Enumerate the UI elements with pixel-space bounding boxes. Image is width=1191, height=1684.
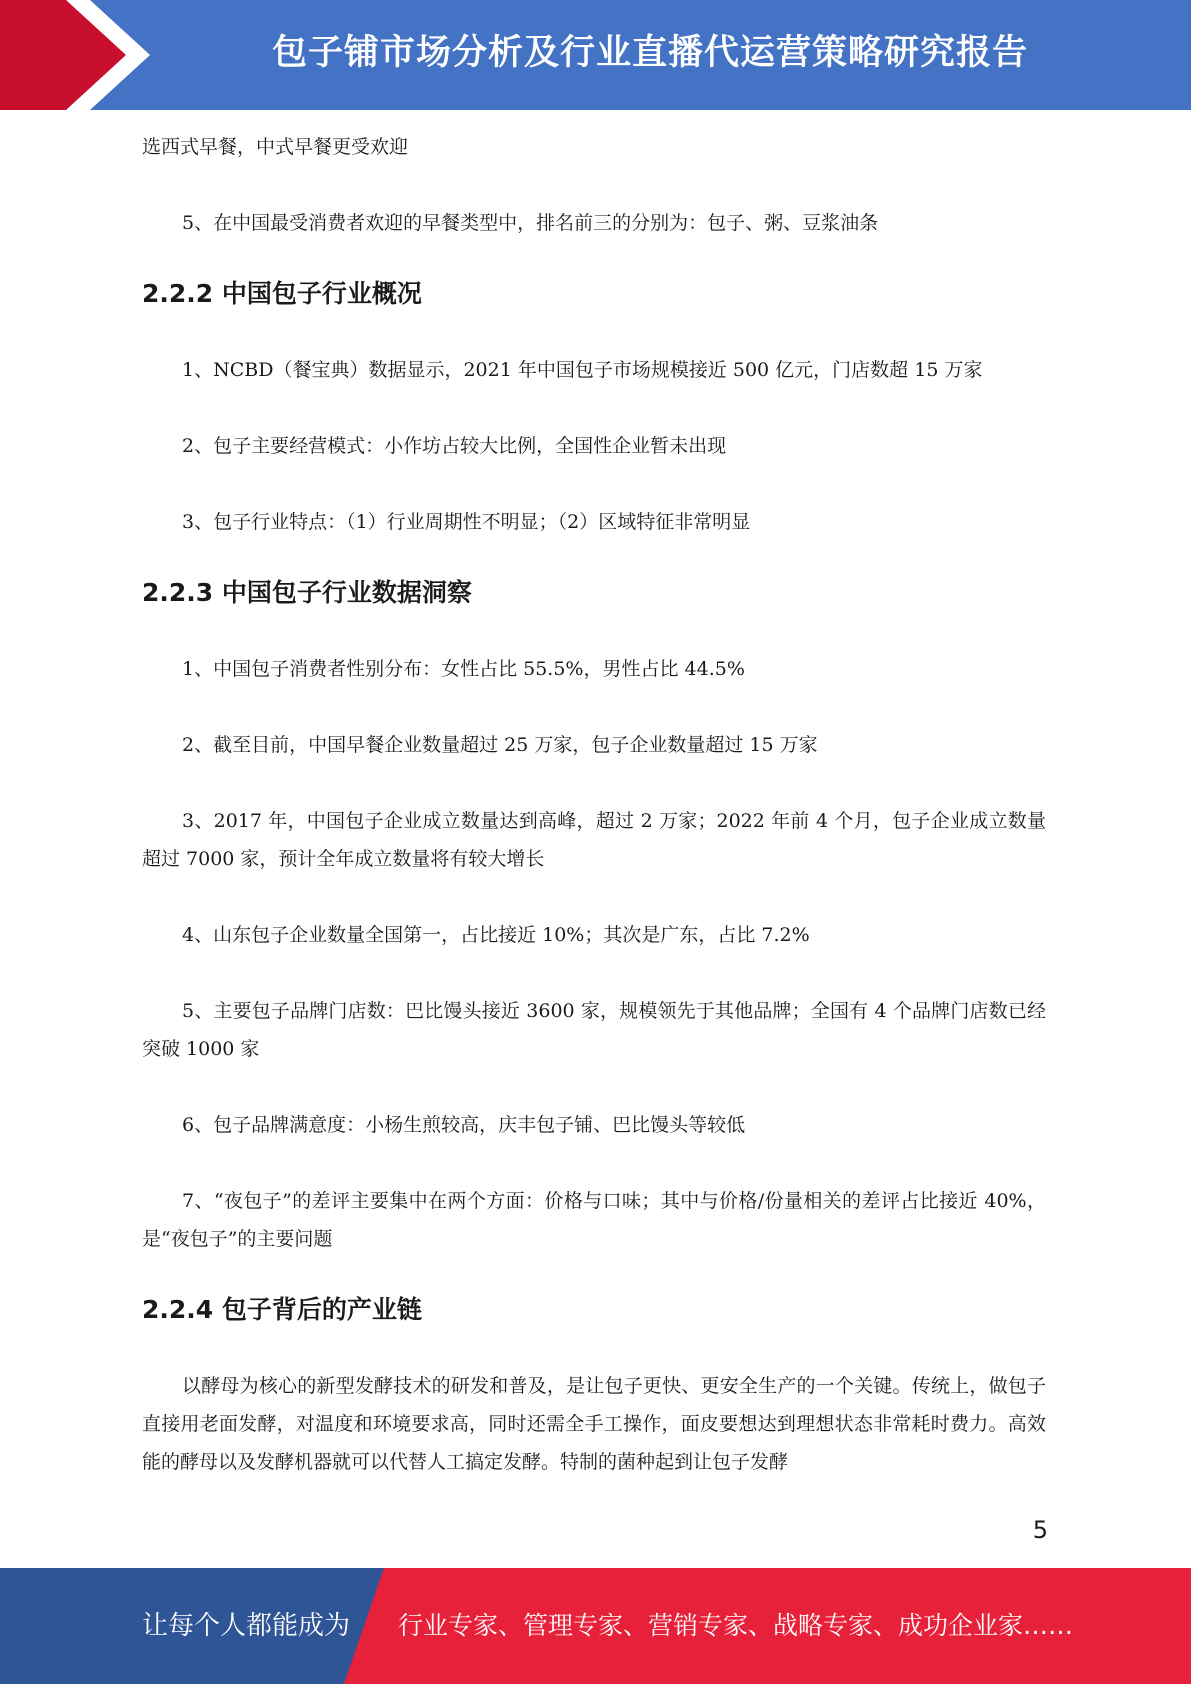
insight-item-1: 1、中国包子消费者性别分布：女性占比 55.5%，男性占比 44.5%: [182, 658, 745, 680]
header-arrow-decoration: [0, 0, 160, 110]
industry-chain-paragraph: 以酵母为核心的新型发酵技术的研发和普及，是让包子更快、更安全生产的一个关键。传统上，做包子直接用老面发酵，对温度和环境要求高，同时还需全手工操作，面皮要想达到理想状态非常耗时费力。高效能的酵母以及发酵机器就可以代替人工搞定发酵。特制的菌种起到让包子发酵: [142, 1375, 1046, 1473]
intro-item-5: 5、在中国最受消费者欢迎的早餐类型中，排名前三的分别为：包子、粥、豆浆油条: [182, 212, 879, 234]
insight-item-5: 5、主要包子品牌门店数：巴比馒头接近 3600 家，规模领先于其他品牌；全国有 4 个品牌门店数已经突破 1000 家: [142, 1000, 1046, 1060]
section-heading-2-2-3: 2.2.3 中国包子行业数据洞察: [142, 578, 472, 607]
insight-item-2: 2、截至目前，中国早餐企业数量超过 25 万家，包子企业数量超过 15 万家: [182, 734, 818, 756]
section-heading-2-2-2: 2.2.2 中国包子行业概况: [142, 279, 422, 308]
overview-item-1: 1、NCBD（餐宝典）数据显示，2021 年中国包子市场规模接近 500 亿元，门店数超 15 万家: [182, 359, 983, 381]
page-number: 5: [1032, 1516, 1048, 1544]
overview-item-2: 2、包子主要经营模式：小作坊占较大比例，全国性企业暂未出现: [182, 435, 727, 457]
insight-item-6: 6、包子品牌满意度：小杨生煎较高，庆丰包子铺、巴比馒头等较低: [182, 1114, 746, 1136]
section-heading-2-2-4: 2.2.4 包子背后的产业链: [142, 1295, 422, 1324]
insight-item-4: 4、山东包子企业数量全国第一，占比接近 10%；其次是广东，占比 7.2%: [182, 924, 810, 946]
document-title: 包子铺市场分析及行业直播代运营策略研究报告: [271, 33, 1028, 73]
footer-slogan-left: 让每个人都能成为: [142, 1611, 351, 1641]
page-footer: [0, 1568, 1191, 1684]
page-header: [0, 0, 1191, 110]
insight-item-7: 7、“夜包子”的差评主要集中在两个方面：价格与口味；其中与价格/份量相关的差评占比接近 40%，是“夜包子”的主要问题: [142, 1190, 1046, 1250]
intro-line: 选西式早餐，中式早餐更受欢迎: [142, 136, 409, 158]
insight-item-3: 3、2017 年，中国包子企业成立数量达到高峰，超过 2 万家；2022 年前 4 个月，包子企业成立数量超过 7000 家，预计全年成立数量将有较大增长: [142, 810, 1046, 870]
footer-slogan-right: 行业专家、管理专家、营销专家、战略专家、成功企业家……: [398, 1611, 1074, 1640]
overview-item-3: 3、包子行业特点：（1）行业周期性不明显；（2）区域特征非常明显: [182, 511, 751, 533]
page-content: [142, 128, 1046, 1481]
